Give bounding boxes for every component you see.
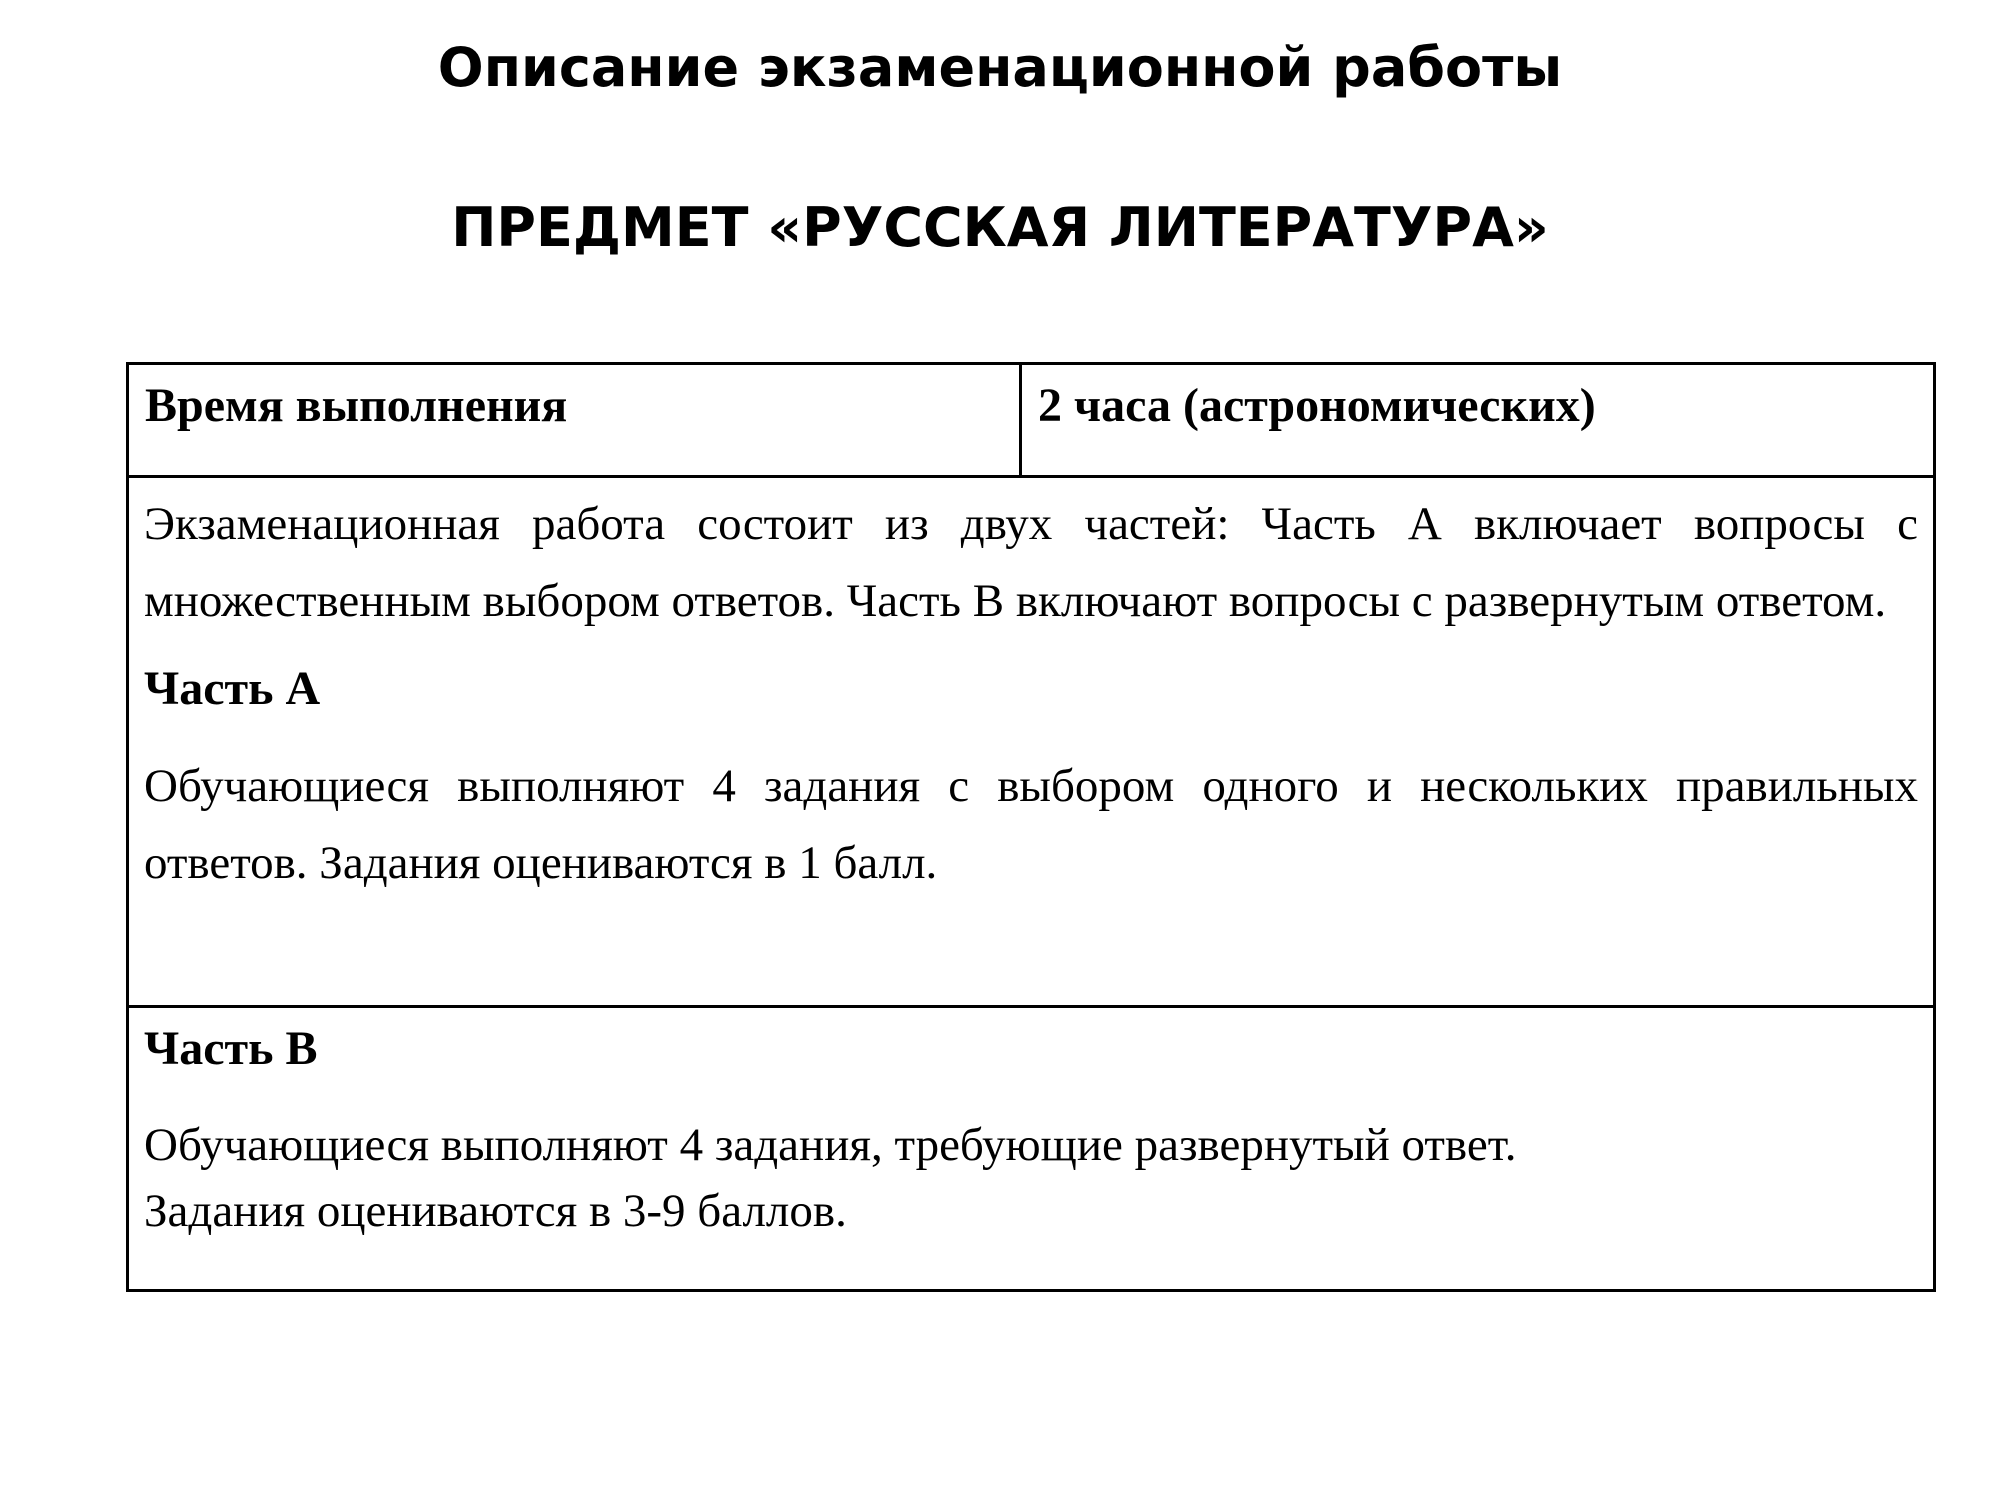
time-label-cell: Время выполнения [129,365,1022,475]
part-a-description: Обучающиеся выполняют 4 задания с выбором одного и нескольких правильных ответов. Задания оцениваются в 1 балл. [144,760,1918,889]
exam-description-table [126,362,1936,1292]
part-b-heading: Часть В [144,1022,318,1075]
page-title: Описание экзаменационной работы [437,36,1563,99]
part-b-line-1: Обучающиеся выполняют 4 задания, требующие развернутый ответ. [144,1119,1517,1171]
table-row-part-b [129,1008,1933,1289]
table-row-part-a [129,478,1933,1008]
part-a-heading: Часть А [144,662,321,715]
part-b-description [144,1112,1918,1244]
table-row-time [129,365,1933,478]
time-value-cell: 2 часа (астрономических) [1038,379,1596,432]
part-b-line-2: Задания оцениваются в 3-9 баллов. [144,1185,847,1237]
exam-structure-text: Экзаменационная работа состоит из двух частей: Часть А включает вопросы с множественным выбором ответов. Часть В включают вопросы с развернутым ответом. [144,498,1918,627]
subject-title: ПРЕДМЕТ «РУССКАЯ ЛИТЕРАТУРА» [451,196,1549,259]
